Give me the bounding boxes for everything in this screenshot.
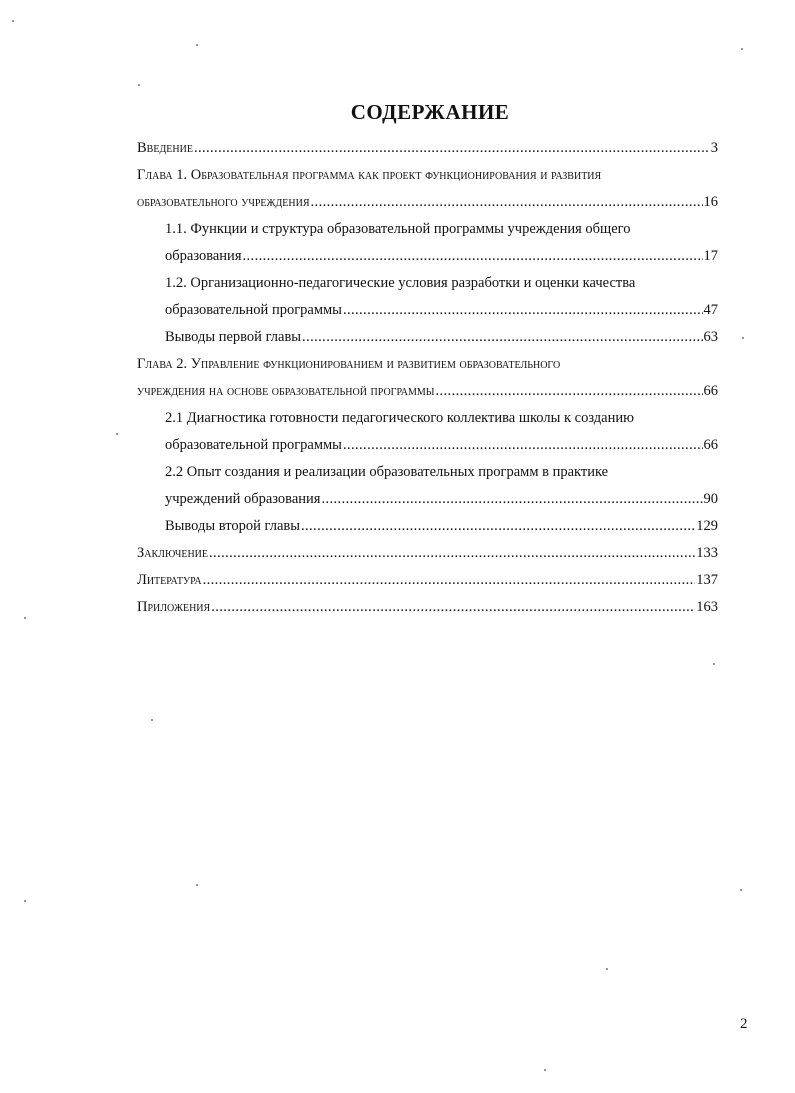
- toc-entry-s22-line1[interactable]: 2.2 Опыт создания и реализации образовательных программ в практике: [165, 464, 609, 480]
- toc-entry-ch2[interactable]: [137, 382, 718, 400]
- scan-speck: [713, 663, 715, 665]
- toc-entry-page: 17: [703, 248, 718, 264]
- toc-entry-conclusion[interactable]: [137, 544, 718, 562]
- leader-dots: [203, 571, 696, 589]
- leader-dots: [243, 247, 703, 265]
- toc-entry-page: 90: [703, 491, 718, 507]
- leader-dots: [435, 382, 702, 400]
- toc-entry-intro[interactable]: [137, 139, 718, 157]
- toc-entry-page: 3: [710, 140, 718, 156]
- toc-entry-label: учреждения на основе образовательной программы: [137, 383, 435, 399]
- scan-speck: [12, 20, 14, 22]
- toc-entry-literature[interactable]: [137, 571, 718, 589]
- toc-entry-page: 16: [703, 194, 718, 210]
- scan-speck: [24, 617, 26, 619]
- leader-dots: [311, 193, 703, 211]
- toc-entry-label: Литература: [137, 572, 202, 588]
- toc-entry-page: 63: [703, 329, 718, 345]
- toc-entry-label: образовательной программы: [165, 437, 342, 453]
- toc-entry-ch1-line1[interactable]: Глава 1. Образовательная программа как проект функционирования и развития: [137, 167, 602, 183]
- toc-entry-s12-line1[interactable]: 1.2. Организационно-педагогические условия разработки и оценки качества: [165, 275, 636, 291]
- leader-dots: [302, 328, 702, 346]
- toc-entry-conclusions-1[interactable]: [165, 328, 718, 346]
- scan-speck: [740, 889, 742, 891]
- toc-entry-label: Приложения: [137, 599, 211, 615]
- scan-speck: [116, 433, 118, 435]
- toc-entry-label: образования: [165, 248, 242, 264]
- scan-speck: [196, 44, 198, 46]
- toc-title: СОДЕРЖАНИЕ: [350, 100, 510, 124]
- toc-entry-s12[interactable]: [165, 301, 718, 319]
- leader-dots: [343, 436, 703, 454]
- page-number: 2: [740, 1016, 748, 1032]
- toc-entry-label: Введение: [137, 140, 193, 156]
- toc-entry-ch1[interactable]: [137, 193, 718, 211]
- toc-entry-ch2-line1[interactable]: Глава 2. Управление функционированием и развитием образовательного: [137, 356, 561, 372]
- toc-entry-page: 163: [696, 599, 718, 615]
- toc-entry-page: 66: [703, 383, 718, 399]
- scan-speck: [741, 48, 743, 50]
- toc-entry-label: учреждений образования: [165, 491, 321, 507]
- scan-speck: [544, 1069, 546, 1071]
- toc-entry-s11[interactable]: [165, 247, 718, 265]
- scan-speck: [138, 84, 140, 86]
- leader-dots: [301, 517, 695, 535]
- toc-entry-s22[interactable]: [165, 490, 718, 508]
- toc-entry-appendices[interactable]: [137, 598, 718, 616]
- leader-dots: [211, 598, 695, 616]
- toc-entry-s21-line1[interactable]: 2.1 Диагностика готовности педагогического коллектива школы к созданию: [165, 410, 634, 426]
- toc-entry-label: Заключение: [137, 545, 208, 561]
- toc-entry-s21[interactable]: [165, 436, 718, 454]
- leader-dots: [321, 490, 702, 508]
- toc-entry-page: 66: [703, 437, 718, 453]
- scan-speck: [24, 900, 26, 902]
- toc-entry-label: Выводы первой главы: [165, 329, 302, 345]
- toc-entry-page: 137: [696, 572, 718, 588]
- toc-entry-s11-line1[interactable]: 1.1. Функции и структура образовательной программы учреждения общего: [165, 221, 631, 237]
- scan-speck: [606, 968, 608, 970]
- toc-entry-label: Выводы второй главы: [165, 518, 300, 534]
- scan-speck: [196, 884, 198, 886]
- toc-entry-page: 129: [696, 518, 718, 534]
- toc-entry-page: 47: [703, 302, 718, 318]
- toc-entry-page: 133: [696, 545, 718, 561]
- leader-dots: [194, 139, 710, 157]
- toc-entry-conclusions-2[interactable]: [165, 517, 718, 535]
- leader-dots: [343, 301, 703, 319]
- scan-speck: [742, 337, 744, 339]
- scan-speck: [151, 719, 153, 721]
- toc-entry-label: образовательного учреждения: [137, 194, 310, 210]
- toc-entry-label: образовательной программы: [165, 302, 342, 318]
- leader-dots: [209, 544, 695, 562]
